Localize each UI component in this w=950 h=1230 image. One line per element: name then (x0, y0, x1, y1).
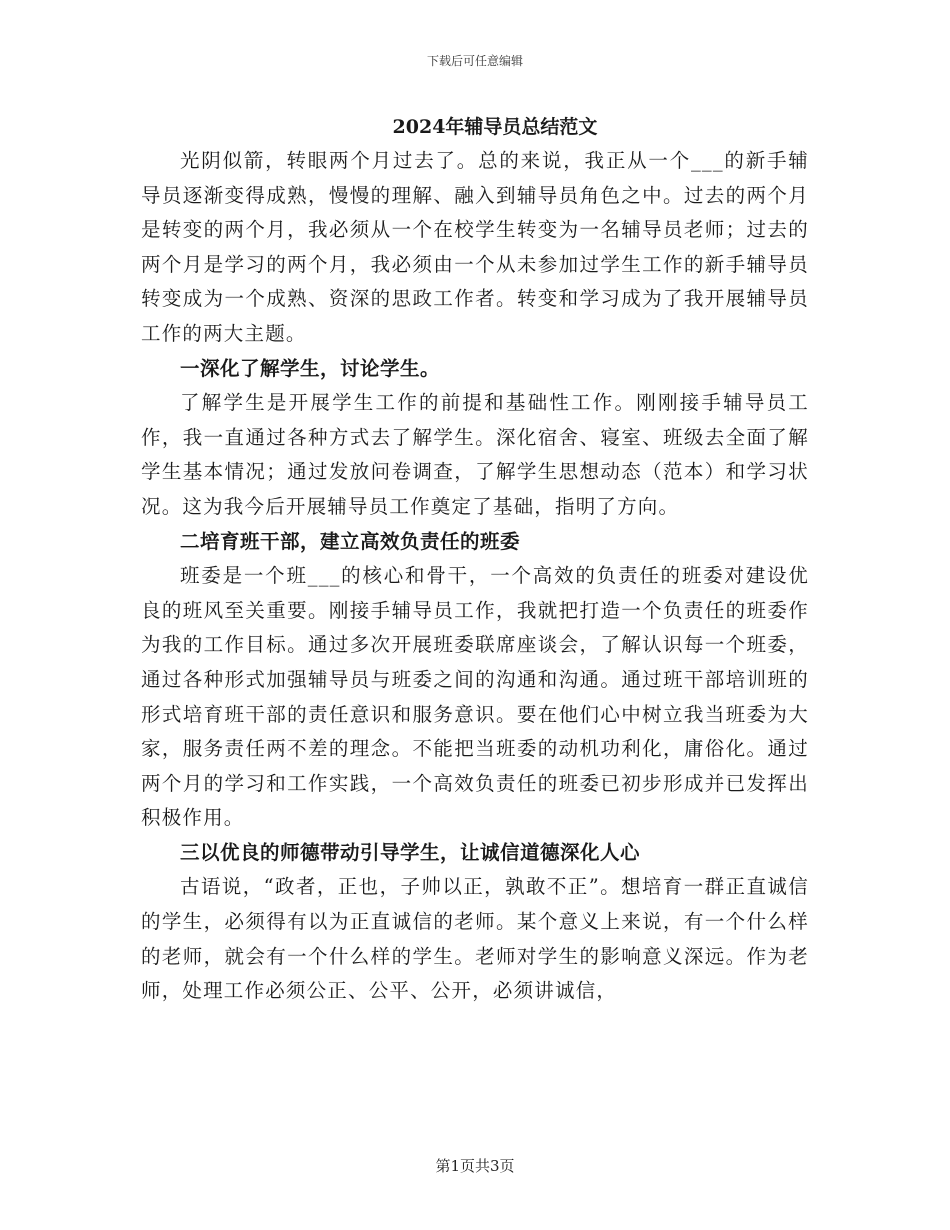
section-heading-2: 二培育班干部，建立高效负责任的班委 (180, 529, 521, 553)
intro-paragraph: 光阴似箭，转眼两个月过去了。总的来说，我正从一个___的新手辅导员逐渐变得成熟，慢慢的理解、融入到辅导员角色之中。过去的两个月是转变的两个月，我必须从一个在校学生转变为一名辅导员老师；过去的两个月是学习的两个月，我必须由一个从未参加过学生工作的新手辅导员转变成为一个成熟、资深的思政工作者。转变和学习成为了我开展辅导员工作的两大主题。 (141, 149, 809, 345)
section-heading-1: 一深化了解学生，讨论学生。 (180, 356, 441, 380)
section-body-1: 了解学生是开展学生工作的前提和基础性工作。刚刚接手辅导员工作，我一直通过各种方式去了解学生。深化宿舍、寝室、班级去全面了解学生基本情况；通过发放问卷调查，了解学生思想动态（范本）和学习状况。这为我今后开展辅导员工作奠定了基础，指明了方向。 (141, 391, 809, 518)
page-number: 第1页共3页 (435, 1157, 515, 1175)
document-title: 2024年辅导员总结范文 (392, 116, 598, 138)
document-body (141, 144, 809, 1009)
header-note: 下载后可任意编辑 (426, 54, 523, 68)
section-body-2: 班委是一个班___的核心和骨干，一个高效的负责任的班委对建设优良的班风至关重要。刚接手辅导员工作，我就把打造一个负责任的班委作为我的工作目标。通过多次开展班委联席座谈会，了解认识每一个班委，通过各种形式加强辅导员与班委之间的沟通和沟通。通过班干部培训班的形式培育班干部的责任意识和服务意识。要在他们心中树立我当班委为大家，服务责任两不差的理念。不能把当班委的动机功利化，庸俗化。通过两个月的学习和工作实践，一个高效负责任的班委已初步形成并已发挥出积极作用。 (141, 564, 809, 830)
section-heading-3: 三以优良的师德带动引导学生，让诚信道德深化人心 (180, 840, 641, 864)
section-body-3: 古语说，“政者，正也，子帅以正，孰敢不正”。想培育一群正直诚信的学生，必须得有以为正直诚信的老师。某个意义上来说，有一个什么样的老师，就会有一个什么样的学生。老师对学生的影响意义深远。作为老师，处理工作必须公正、公平、公开，必须讲诚信， (141, 875, 809, 1003)
